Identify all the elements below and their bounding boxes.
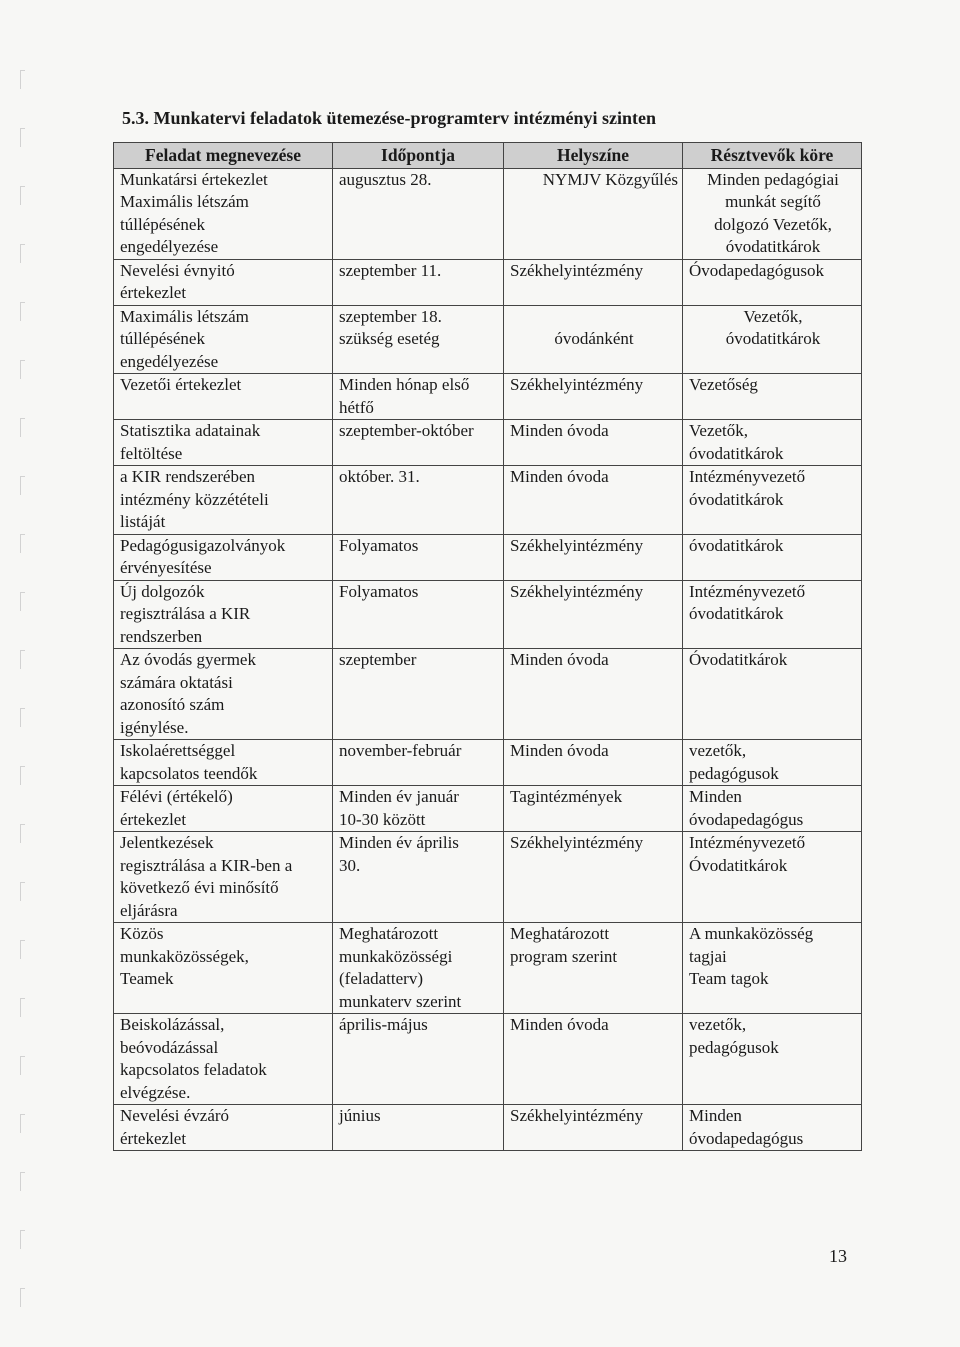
cell-date: szeptember 11. — [333, 259, 504, 305]
binding-mark — [20, 476, 25, 495]
table-row — [114, 740, 862, 786]
binding-mark — [20, 1230, 25, 1249]
binding-mark — [20, 1114, 25, 1133]
cell-date: október. 31. — [333, 466, 504, 535]
binding-mark — [20, 244, 25, 263]
cell-location: Minden óvoda — [504, 420, 683, 466]
table-row — [114, 305, 862, 374]
binding-mark — [20, 592, 25, 611]
cell-location: Minden óvoda — [504, 649, 683, 740]
cell-date: szeptember 18. szükség esetég — [333, 305, 504, 374]
cell-task: Jelentkezések regisztrálása a KIR-ben a következő évi minősítő eljárásra — [114, 832, 333, 923]
table-row — [114, 580, 862, 649]
cell-participants: Minden óvodapedagógus — [683, 786, 862, 832]
cell-task: Munkatársi értekezlet Maximális létszám túllépésének engedélyezése — [114, 168, 333, 259]
cell-task: a KIR rendszerében intézmény közzétételi listáját — [114, 466, 333, 535]
cell-date: augusztus 28. — [333, 168, 504, 259]
header-participants: Résztvevők köre — [683, 143, 862, 169]
cell-location: Székhelyintézmény — [504, 832, 683, 923]
section-heading: 5.3. Munkatervi feladatok ütemezése-programterv intézményi szinten — [122, 108, 657, 128]
cell-location: Minden óvoda — [504, 740, 683, 786]
binding-mark — [20, 302, 25, 321]
table-row — [114, 259, 862, 305]
binding-mark — [20, 1288, 25, 1307]
table-row — [114, 786, 862, 832]
binding-mark — [20, 882, 25, 901]
cell-participants: Minden pedagógiai munkát segítő dolgozó Vezetők, óvodatitkárok — [683, 168, 862, 259]
table-row — [114, 420, 862, 466]
cell-participants: Intézményvezető Óvodatitkárok — [683, 832, 862, 923]
binding-mark — [20, 186, 25, 205]
binding-mark — [20, 650, 25, 669]
cell-task: Pedagógusigazolványok érvényesítése — [114, 534, 333, 580]
binding-mark — [20, 824, 25, 843]
cell-date: június — [333, 1105, 504, 1151]
binding-mark — [20, 940, 25, 959]
binding-mark — [20, 418, 25, 437]
table-row — [114, 1105, 862, 1151]
table-row — [114, 832, 862, 923]
binding-mark — [20, 128, 25, 147]
cell-location: Minden óvoda — [504, 1014, 683, 1105]
cell-location: Meghatározott program szerint — [504, 923, 683, 1014]
header-date: Időpontja — [333, 143, 504, 169]
table-row — [114, 1014, 862, 1105]
table-row — [114, 374, 862, 420]
table-row — [114, 649, 862, 740]
binding-mark — [20, 766, 25, 785]
cell-location: Tagintézmények — [504, 786, 683, 832]
cell-date: szeptember-október — [333, 420, 504, 466]
cell-location: Székhelyintézmény — [504, 534, 683, 580]
binding-mark — [20, 70, 25, 89]
binding-mark — [20, 534, 25, 553]
cell-task: Új dolgozók regisztrálása a KIR rendszerben — [114, 580, 333, 649]
cell-task: Közös munkaközösségek, Teamek — [114, 923, 333, 1014]
table-row — [114, 168, 862, 259]
cell-participants: vezetők, pedagógusok — [683, 1014, 862, 1105]
cell-participants: Minden óvodapedagógus — [683, 1105, 862, 1151]
cell-participants: Intézményvezető óvodatitkárok — [683, 466, 862, 535]
cell-task: Az óvodás gyermek számára oktatási azonosító szám igénylése. — [114, 649, 333, 740]
cell-date: Meghatározott munkaközösségi (feladatterv) munkaterv szerint — [333, 923, 504, 1014]
cell-location: Székhelyintézmény — [504, 374, 683, 420]
cell-location: Székhelyintézmény — [504, 580, 683, 649]
cell-date: Folyamatos — [333, 580, 504, 649]
header-task: Feladat megnevezése — [114, 143, 333, 169]
cell-date: szeptember — [333, 649, 504, 740]
cell-task: Maximális létszám túllépésének engedélyezése — [114, 305, 333, 374]
binding-mark — [20, 708, 25, 727]
cell-task: Vezetői értekezlet — [114, 374, 333, 420]
cell-participants: Óvodatitkárok — [683, 649, 862, 740]
binding-mark — [20, 1172, 25, 1191]
cell-task: Iskolaérettséggel kapcsolatos teendők — [114, 740, 333, 786]
cell-participants: Vezetők, óvodatitkárok — [683, 420, 862, 466]
cell-task: Beiskolázással, beóvodázással kapcsolatos feladatok elvégzése. — [114, 1014, 333, 1105]
table-row — [114, 534, 862, 580]
cell-date: november-február — [333, 740, 504, 786]
cell-task: Nevelési évzáró értekezlet — [114, 1105, 333, 1151]
cell-task: Félévi (értékelő) értekezlet — [114, 786, 333, 832]
cell-location: NYMJV Közgyűlés — [504, 168, 683, 259]
binding-edge-marks — [14, 0, 36, 1347]
cell-participants: Intézményvezető óvodatitkárok — [683, 580, 862, 649]
header-location: Helyszíne — [504, 143, 683, 169]
cell-date: Minden hónap első hétfő — [333, 374, 504, 420]
page-number: 13 — [829, 1246, 847, 1266]
table-row — [114, 923, 862, 1014]
cell-task: Statisztika adatainak feltöltése — [114, 420, 333, 466]
table-header-row — [114, 143, 862, 169]
cell-date: Folyamatos — [333, 534, 504, 580]
cell-location: Székhelyintézmény — [504, 1105, 683, 1151]
cell-participants: Vezetők, óvodatitkárok — [683, 305, 862, 374]
binding-mark — [20, 360, 25, 379]
cell-location: óvodánként — [504, 305, 683, 374]
schedule-table — [113, 142, 862, 1151]
cell-location: Székhelyintézmény — [504, 259, 683, 305]
binding-mark — [20, 998, 25, 1017]
binding-mark — [20, 1056, 25, 1075]
cell-participants: A munkaközösség tagjai Team tagok — [683, 923, 862, 1014]
cell-date: április-május — [333, 1014, 504, 1105]
cell-date: Minden év január 10-30 között — [333, 786, 504, 832]
cell-participants: Vezetőség — [683, 374, 862, 420]
cell-date: Minden év április 30. — [333, 832, 504, 923]
table-row — [114, 466, 862, 535]
cell-participants: vezetők, pedagógusok — [683, 740, 862, 786]
cell-participants: Óvodapedagógusok — [683, 259, 862, 305]
cell-participants: óvodatitkárok — [683, 534, 862, 580]
cell-task: Nevelési évnyitó értekezlet — [114, 259, 333, 305]
cell-location: Minden óvoda — [504, 466, 683, 535]
